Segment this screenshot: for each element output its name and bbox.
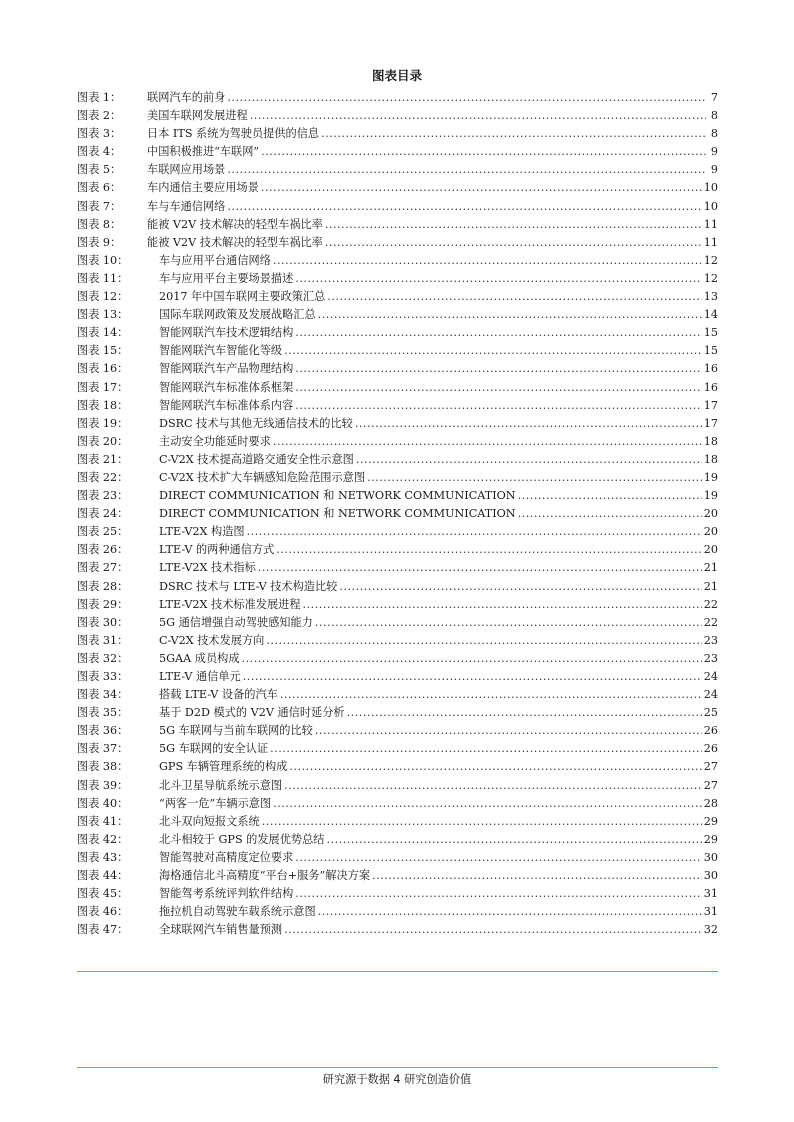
entry-title: 美国车联网发展进程 — [147, 109, 248, 123]
entry-label: 图表 2： — [77, 109, 122, 123]
entry-label: 图表 40： — [77, 796, 129, 810]
entry-page-number: 16 — [703, 362, 718, 376]
entry-title: LTE-V2X 构造图 — [159, 525, 245, 539]
entry-label: 图表 27： — [77, 561, 129, 575]
entry-label: 图表 25： — [77, 525, 129, 539]
dot-leader — [273, 433, 702, 451]
dot-leader — [284, 777, 702, 795]
toc-entry[interactable] — [77, 632, 718, 650]
entry-title: 能被 V2V 技术解决的轻型车祸比率 — [147, 217, 323, 231]
entry-page-number: 16 — [703, 380, 718, 394]
entry-title: DIRECT COMMUNICATION 和 NETWORK COMMUNICATION — [159, 507, 516, 521]
entry-page-number: 26 — [703, 724, 718, 738]
entry-label: 图表 15： — [77, 344, 129, 358]
toc-entry[interactable] — [77, 740, 718, 758]
entry-page-number: 12 — [703, 271, 718, 285]
toc-entry[interactable] — [77, 849, 718, 867]
toc-entry[interactable] — [77, 795, 718, 813]
dot-leader — [318, 903, 702, 921]
entry-title: 智能网联汽车技术逻辑结构 — [159, 326, 294, 340]
toc-entry[interactable] — [77, 487, 718, 505]
dot-leader — [295, 324, 701, 342]
entry-page-number: 10 — [703, 181, 718, 195]
toc-entry[interactable] — [77, 885, 718, 903]
toc-entry[interactable] — [77, 161, 718, 179]
entry-page-number: 10 — [703, 199, 718, 213]
toc-entry[interactable] — [77, 668, 718, 686]
toc-entry[interactable] — [77, 415, 718, 433]
entry-label: 图表 32： — [77, 651, 129, 665]
entry-title: C-V2X 技术扩大车辆感知危险范围示意图 — [159, 470, 366, 484]
entry-label: 图表 14： — [77, 326, 129, 340]
dot-leader — [339, 578, 701, 596]
entry-page-number: 22 — [703, 615, 718, 629]
dot-leader — [247, 523, 702, 541]
entry-title: 能被 V2V 技术解决的轻型车祸比率 — [147, 235, 323, 249]
entry-page-number: 11 — [703, 235, 718, 249]
entry-title: DIRECT COMMUNICATION 和 NETWORK COMMUNICATION — [159, 489, 516, 503]
dot-leader — [347, 704, 702, 722]
entry-title: 5G 车联网与当前车联网的比较 — [159, 724, 313, 738]
dot-leader — [242, 650, 702, 668]
entry-title: GPS 车辆管理系统的构成 — [159, 760, 288, 774]
entry-page-number: 12 — [703, 253, 718, 267]
toc-entry[interactable] — [77, 541, 718, 559]
entry-page-number: 7 — [710, 91, 718, 104]
entry-label: 图表 22： — [77, 470, 129, 484]
entry-page-number: 8 — [710, 109, 718, 123]
entry-page-number: 11 — [703, 217, 718, 231]
dot-leader — [303, 596, 702, 614]
entry-label: 图表 4： — [77, 145, 122, 159]
dot-leader — [325, 216, 702, 234]
toc-entry[interactable] — [77, 198, 718, 216]
entry-page-number: 32 — [703, 923, 718, 937]
entry-label: 图表 9： — [77, 235, 122, 249]
entry-page-number: 27 — [703, 760, 718, 774]
entry-title: C-V2X 技术提高道路交通安全性示意图 — [159, 452, 354, 466]
toc-entry[interactable] — [77, 143, 718, 161]
entry-label: 图表 17： — [77, 380, 129, 394]
toc-entry[interactable] — [77, 107, 718, 125]
dot-leader — [227, 198, 701, 216]
dot-leader — [258, 559, 702, 577]
entry-title: 中国积极推进“车联网” — [147, 145, 260, 159]
table-of-figures — [77, 89, 718, 939]
entry-label: 图表 6： — [77, 181, 122, 195]
entry-label: 图表 19： — [77, 416, 129, 430]
toc-entry[interactable] — [77, 397, 718, 415]
toc-entry[interactable] — [77, 921, 718, 939]
entry-label: 图表 30： — [77, 615, 129, 629]
dot-leader — [276, 541, 701, 559]
dot-leader — [289, 758, 701, 776]
entry-label: 图表 11： — [77, 271, 129, 285]
entry-page-number: 24 — [703, 688, 718, 702]
entry-label: 图表 3： — [77, 127, 122, 141]
entry-label: 图表 42： — [77, 832, 129, 846]
entry-title: 日本 ITS 系统为驾驶员提供的信息 — [147, 127, 320, 141]
toc-bottom-rule — [77, 971, 718, 972]
entry-page-number: 8 — [710, 127, 718, 141]
toc-entry[interactable] — [77, 559, 718, 577]
toc-entry[interactable] — [77, 704, 718, 722]
entry-page-number: 18 — [703, 452, 718, 466]
toc-entry[interactable] — [77, 451, 718, 469]
entry-page-number: 18 — [703, 434, 718, 448]
dot-leader — [321, 125, 706, 143]
entry-page-number: 31 — [703, 905, 718, 919]
entry-title: 5G 通信增强自动驾驶感知能力 — [159, 615, 313, 629]
toc-entry[interactable] — [77, 831, 718, 849]
entry-title: 车与应用平台通信网络 — [159, 253, 271, 267]
dot-leader — [273, 252, 702, 270]
footer-text: 研究源于数据 4 研究创造价值 — [322, 1073, 472, 1086]
entry-label: 图表 13： — [77, 308, 129, 322]
entry-title: 智能网联汽车标准体系内容 — [159, 398, 294, 412]
dot-leader — [318, 306, 702, 324]
entry-title: LTE-V 通信单元 — [159, 670, 241, 683]
toc-entry[interactable] — [77, 179, 718, 197]
entry-label: 图表 44： — [77, 869, 129, 883]
entry-label: 图表 38： — [77, 760, 129, 774]
toc-entry[interactable] — [77, 614, 718, 632]
dot-leader — [367, 469, 702, 487]
dot-leader — [327, 288, 701, 306]
entry-label: 图表 31： — [77, 633, 129, 647]
entry-title: 海格通信北斗高精度“平台+服务”解决方案 — [159, 869, 371, 883]
entry-label: 图表 1： — [77, 91, 122, 104]
toc-entry[interactable] — [77, 360, 718, 378]
dot-leader — [372, 867, 702, 885]
entry-page-number: 30 — [703, 869, 718, 883]
entry-page-number: 23 — [703, 633, 718, 647]
dot-leader — [273, 795, 702, 813]
entry-title: LTE-V2X 技术指标 — [159, 561, 256, 575]
entry-title: DSRC 技术与其他无线通信技术的比较 — [159, 416, 353, 430]
dot-leader — [266, 632, 701, 650]
entry-page-number: 14 — [703, 308, 718, 322]
entry-label: 图表 47： — [77, 923, 129, 937]
entry-label: 图表 37： — [77, 742, 129, 756]
dot-leader — [295, 849, 701, 867]
entry-page-number: 23 — [703, 651, 718, 665]
dot-leader — [284, 342, 702, 360]
entry-label: 图表 33： — [77, 670, 129, 683]
entry-label: 图表 36： — [77, 724, 129, 738]
page-title: 图表目录 — [371, 68, 422, 83]
toc-entry[interactable] — [77, 379, 718, 397]
entry-title: C-V2X 技术发展方向 — [159, 633, 265, 647]
entry-title: 智能驾考系统评判软件结构 — [159, 887, 294, 901]
entry-page-number: 17 — [703, 398, 718, 412]
entry-page-number: 30 — [703, 850, 718, 864]
entry-label: 图表 39： — [77, 778, 129, 792]
entry-label: 图表 20： — [77, 434, 129, 448]
dot-leader — [280, 686, 702, 704]
entry-label: 图表 29： — [77, 597, 129, 611]
entry-title: 车联网应用场景 — [147, 163, 226, 177]
dot-leader — [227, 161, 706, 179]
entry-label: 图表 8： — [77, 217, 122, 231]
entry-label: 图表 24： — [77, 507, 129, 521]
entry-title: LTE-V2X 技术标准发展进程 — [159, 597, 301, 611]
toc-entry[interactable] — [77, 758, 718, 776]
entry-title: 智能驾驶对高精度定位要求 — [159, 850, 294, 864]
toc-entry[interactable] — [77, 306, 718, 324]
toc-entry[interactable] — [77, 686, 718, 704]
dot-leader — [295, 885, 701, 903]
entry-label: 图表 34： — [77, 688, 129, 702]
toc-entry[interactable] — [77, 903, 718, 921]
toc-entry[interactable] — [77, 777, 718, 795]
dot-leader — [250, 107, 706, 125]
entry-label: 图表 16： — [77, 362, 129, 376]
entry-label: 图表 45： — [77, 887, 129, 901]
toc-entry[interactable] — [77, 578, 718, 596]
toc-entry[interactable] — [77, 270, 718, 288]
toc-entry[interactable] — [77, 867, 718, 885]
entry-page-number: 15 — [703, 344, 718, 358]
entry-page-number: 13 — [703, 290, 718, 304]
entry-title: 2017 年中国车联网主要政策汇总 — [159, 290, 326, 304]
entry-page-number: 17 — [703, 416, 718, 430]
dot-leader — [315, 722, 702, 740]
toc-entry[interactable] — [77, 650, 718, 668]
entry-label: 图表 35： — [77, 706, 129, 720]
entry-label: 图表 46： — [77, 905, 129, 919]
entry-title: 智能网联汽车智能化等级 — [159, 344, 283, 358]
entry-title: 车与应用平台主要场景描述 — [159, 271, 294, 285]
entry-page-number: 25 — [703, 706, 718, 720]
dot-leader — [327, 831, 702, 849]
toc-entry[interactable] — [77, 288, 718, 306]
toc-entry[interactable] — [77, 433, 718, 451]
entry-page-number: 9 — [710, 163, 718, 177]
entry-label: 图表 23： — [77, 489, 129, 503]
entry-page-number: 20 — [703, 525, 718, 539]
footer-rule — [77, 1067, 718, 1068]
entry-title: 北斗双向短报文系统 — [159, 814, 260, 828]
entry-page-number: 27 — [703, 778, 718, 792]
entry-title: 智能网联汽车产品物理结构 — [159, 362, 294, 376]
entry-title: 搭载 LTE-V 设备的汽车 — [159, 688, 278, 702]
entry-label: 图表 12： — [77, 290, 129, 304]
entry-title: 5GAA 成员构成 — [159, 651, 240, 665]
toc-entry[interactable] — [77, 813, 718, 831]
toc-entry[interactable] — [77, 324, 718, 342]
entry-page-number: 24 — [703, 670, 718, 683]
entry-page-number: 31 — [703, 887, 718, 901]
entry-page-number: 19 — [703, 489, 718, 503]
entry-title: LTE-V 的两种通信方式 — [159, 543, 275, 557]
toc-entry[interactable] — [77, 252, 718, 270]
toc-entry[interactable] — [77, 523, 718, 541]
dot-leader — [295, 360, 701, 378]
toc-entry[interactable] — [77, 596, 718, 614]
entry-label: 图表 26： — [77, 543, 129, 557]
entry-page-number: 28 — [703, 796, 718, 810]
dot-leader — [325, 234, 702, 252]
toc-entry[interactable] — [77, 722, 718, 740]
dot-leader — [284, 921, 702, 939]
entry-title: DSRC 技术与 LTE-V 技术构造比较 — [159, 579, 338, 593]
entry-page-number: 9 — [710, 145, 718, 159]
entry-title: 北斗卫星导航系统示意图 — [159, 778, 283, 792]
entry-title: 联网汽车的前身 — [147, 91, 226, 104]
entry-title: 拖拉机自动驾驶车载系统示意图 — [159, 905, 316, 919]
entry-label: 图表 21： — [77, 452, 129, 466]
entry-label: 图表 10： — [77, 253, 129, 267]
dot-leader — [518, 487, 702, 505]
entry-title: 智能网联汽车标准体系框架 — [159, 380, 294, 394]
entry-title: 车与车通信网络 — [147, 199, 226, 213]
entry-title: 国际车联网政策及发展战略汇总 — [159, 308, 316, 322]
dot-leader — [261, 179, 702, 197]
dot-leader — [270, 740, 702, 758]
dot-leader — [315, 614, 702, 632]
toc-entry[interactable] — [77, 216, 718, 234]
entry-label: 图表 28： — [77, 579, 129, 593]
entry-title: 全球联网汽车销售量预测 — [159, 923, 283, 937]
entry-label: 图表 7： — [77, 199, 122, 213]
dot-leader — [262, 813, 702, 831]
entry-title: 5G 车联网的安全认证 — [159, 742, 269, 756]
entry-label: 图表 41： — [77, 814, 129, 828]
entry-label: 图表 5： — [77, 163, 122, 177]
entry-page-number: 21 — [703, 579, 718, 593]
entry-page-number: 29 — [703, 832, 718, 846]
entry-page-number: 19 — [703, 470, 718, 484]
dot-leader — [518, 505, 702, 523]
entry-title: 主动安全功能延时要求 — [159, 434, 271, 448]
toc-entry[interactable] — [77, 342, 718, 360]
dot-leader — [261, 143, 706, 161]
entry-page-number: 29 — [703, 814, 718, 828]
entry-title: 基于 D2D 模式的 V2V 通信时延分析 — [159, 706, 345, 720]
dot-leader — [356, 451, 702, 469]
entry-page-number: 20 — [703, 543, 718, 557]
entry-page-number: 15 — [703, 326, 718, 340]
toc-entry[interactable] — [77, 469, 718, 487]
dot-leader — [227, 89, 706, 107]
dot-leader — [295, 379, 701, 397]
dot-leader — [295, 270, 701, 288]
toc-entry[interactable] — [77, 89, 718, 107]
entry-label: 图表 43： — [77, 850, 129, 864]
dot-leader — [243, 668, 702, 686]
entry-page-number: 22 — [703, 597, 718, 611]
entry-page-number: 26 — [703, 742, 718, 756]
toc-entry[interactable] — [77, 505, 718, 523]
dot-leader — [295, 397, 701, 415]
entry-page-number: 21 — [703, 561, 718, 575]
entry-page-number: 20 — [703, 507, 718, 521]
entry-title: 车内通信主要应用场景 — [147, 181, 259, 195]
entry-title: 北斗相较于 GPS 的发展优势总结 — [159, 832, 325, 846]
dot-leader — [355, 415, 702, 433]
entry-label: 图表 18： — [77, 398, 129, 412]
entry-title: “两客一危”车辆示意图 — [159, 796, 272, 810]
toc-entry[interactable] — [77, 125, 718, 143]
toc-entry[interactable] — [77, 234, 718, 252]
